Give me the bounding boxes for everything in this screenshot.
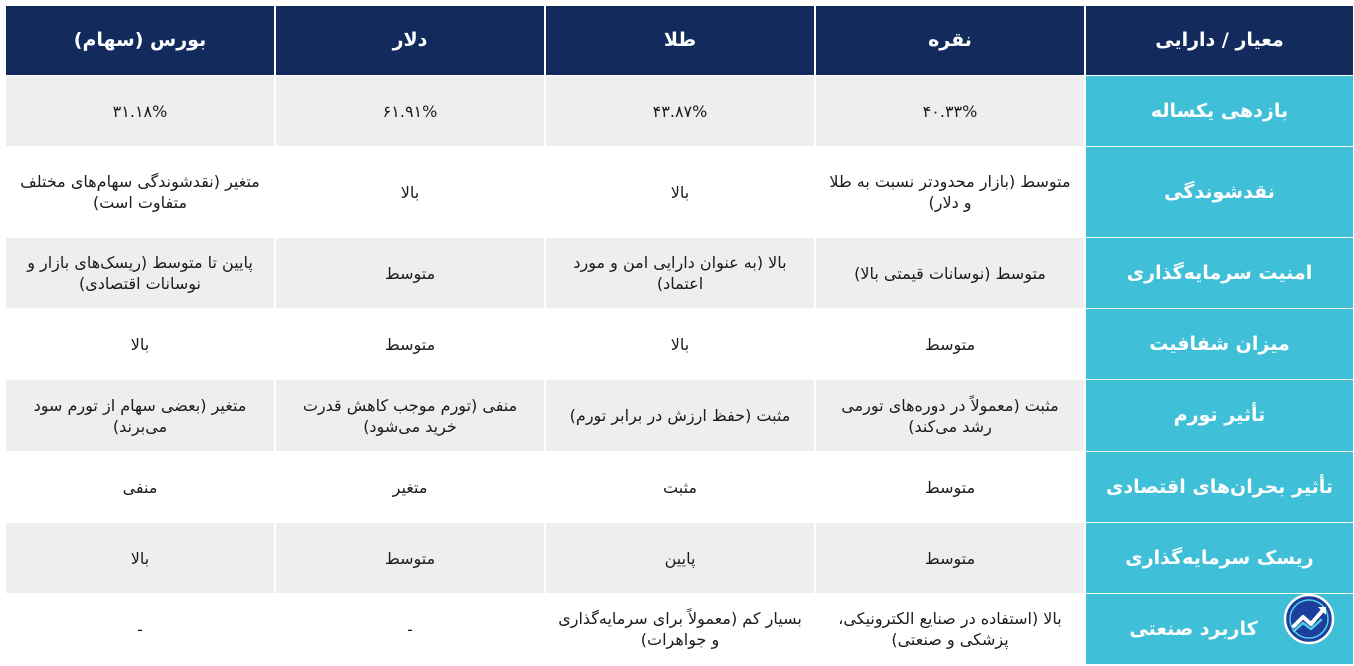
row-label: ریسک سرمایه‌گذاری: [1086, 523, 1353, 593]
cell-silver: متوسط (نوسانات قیمتی بالا): [816, 238, 1084, 308]
cell-silver: مثبت (معمولاً در دوره‌های تورمی رشد می‌کند): [816, 380, 1084, 451]
header-silver: نقره: [816, 6, 1084, 75]
cell-dollar: -: [276, 594, 544, 664]
header-gold: طلا: [546, 6, 814, 75]
cell-gold: بالا: [546, 309, 814, 379]
header-stocks: بورس (سهام): [6, 6, 274, 75]
cell-stocks: بالا: [6, 309, 274, 379]
row-label: تأثیر بحران‌های اقتصادی: [1086, 452, 1353, 522]
cell-stocks: -: [6, 594, 274, 664]
cell-dollar: متوسط: [276, 523, 544, 593]
cell-silver: متوسط: [816, 452, 1084, 522]
cell-dollar: متوسط: [276, 238, 544, 308]
cell-stocks: متغیر (نقدشوندگی سهام‌های مختلف متفاوت است): [6, 147, 274, 237]
cell-gold: پایین: [546, 523, 814, 593]
cell-dollar: منفی (تورم موجب کاهش قدرت خرید می‌شود): [276, 380, 544, 451]
cell-silver: متوسط (بازار محدودتر نسبت به طلا و دلار): [816, 147, 1084, 237]
cell-stocks: پایین تا متوسط (ریسک‌های بازار و نوسانات اقتصادی): [6, 238, 274, 308]
cell-gold: بالا: [546, 147, 814, 237]
cell-silver: متوسط: [816, 309, 1084, 379]
cell-dollar: بالا: [276, 147, 544, 237]
cell-dollar: متوسط: [276, 309, 544, 379]
cell-stocks: بالا: [6, 523, 274, 593]
row-label: نقدشوندگی: [1086, 147, 1353, 237]
row-label: کاربرد صنعتی: [1086, 594, 1353, 664]
cell-silver: ۴۰.۳۳%: [816, 76, 1084, 146]
cell-gold: ۴۳.۸۷%: [546, 76, 814, 146]
header-dollar: دلار: [276, 6, 544, 75]
cell-gold: بسیار کم (معمولاً برای سرمایه‌گذاری و جواهرات): [546, 594, 814, 664]
cell-gold: مثبت: [546, 452, 814, 522]
cell-gold: بالا (به عنوان دارایی امن و مورد اعتماد): [546, 238, 814, 308]
row-label: تأثیر تورم: [1086, 380, 1353, 451]
row-label: بازدهی یکساله: [1086, 76, 1353, 146]
chart-up-arrow-logo-icon: [1283, 593, 1335, 645]
cell-gold: مثبت (حفظ ارزش در برابر تورم): [546, 380, 814, 451]
cell-silver: متوسط: [816, 523, 1084, 593]
cell-dollar: ۶۱.۹۱%: [276, 76, 544, 146]
cell-stocks: متغیر (بعضی سهام از تورم سود می‌برند): [6, 380, 274, 451]
cell-silver: بالا (استفاده در صنایع الکترونیکی، پزشکی و صنعتی): [816, 594, 1084, 664]
comparison-table: [6, 6, 1349, 660]
cell-dollar: متغیر: [276, 452, 544, 522]
header-criteria: معیار / دارایی: [1086, 6, 1353, 75]
row-label: امنیت سرمایه‌گذاری: [1086, 238, 1353, 308]
cell-stocks: ۳۱.۱۸%: [6, 76, 274, 146]
cell-stocks: منفی: [6, 452, 274, 522]
row-label: میزان شفافیت: [1086, 309, 1353, 379]
